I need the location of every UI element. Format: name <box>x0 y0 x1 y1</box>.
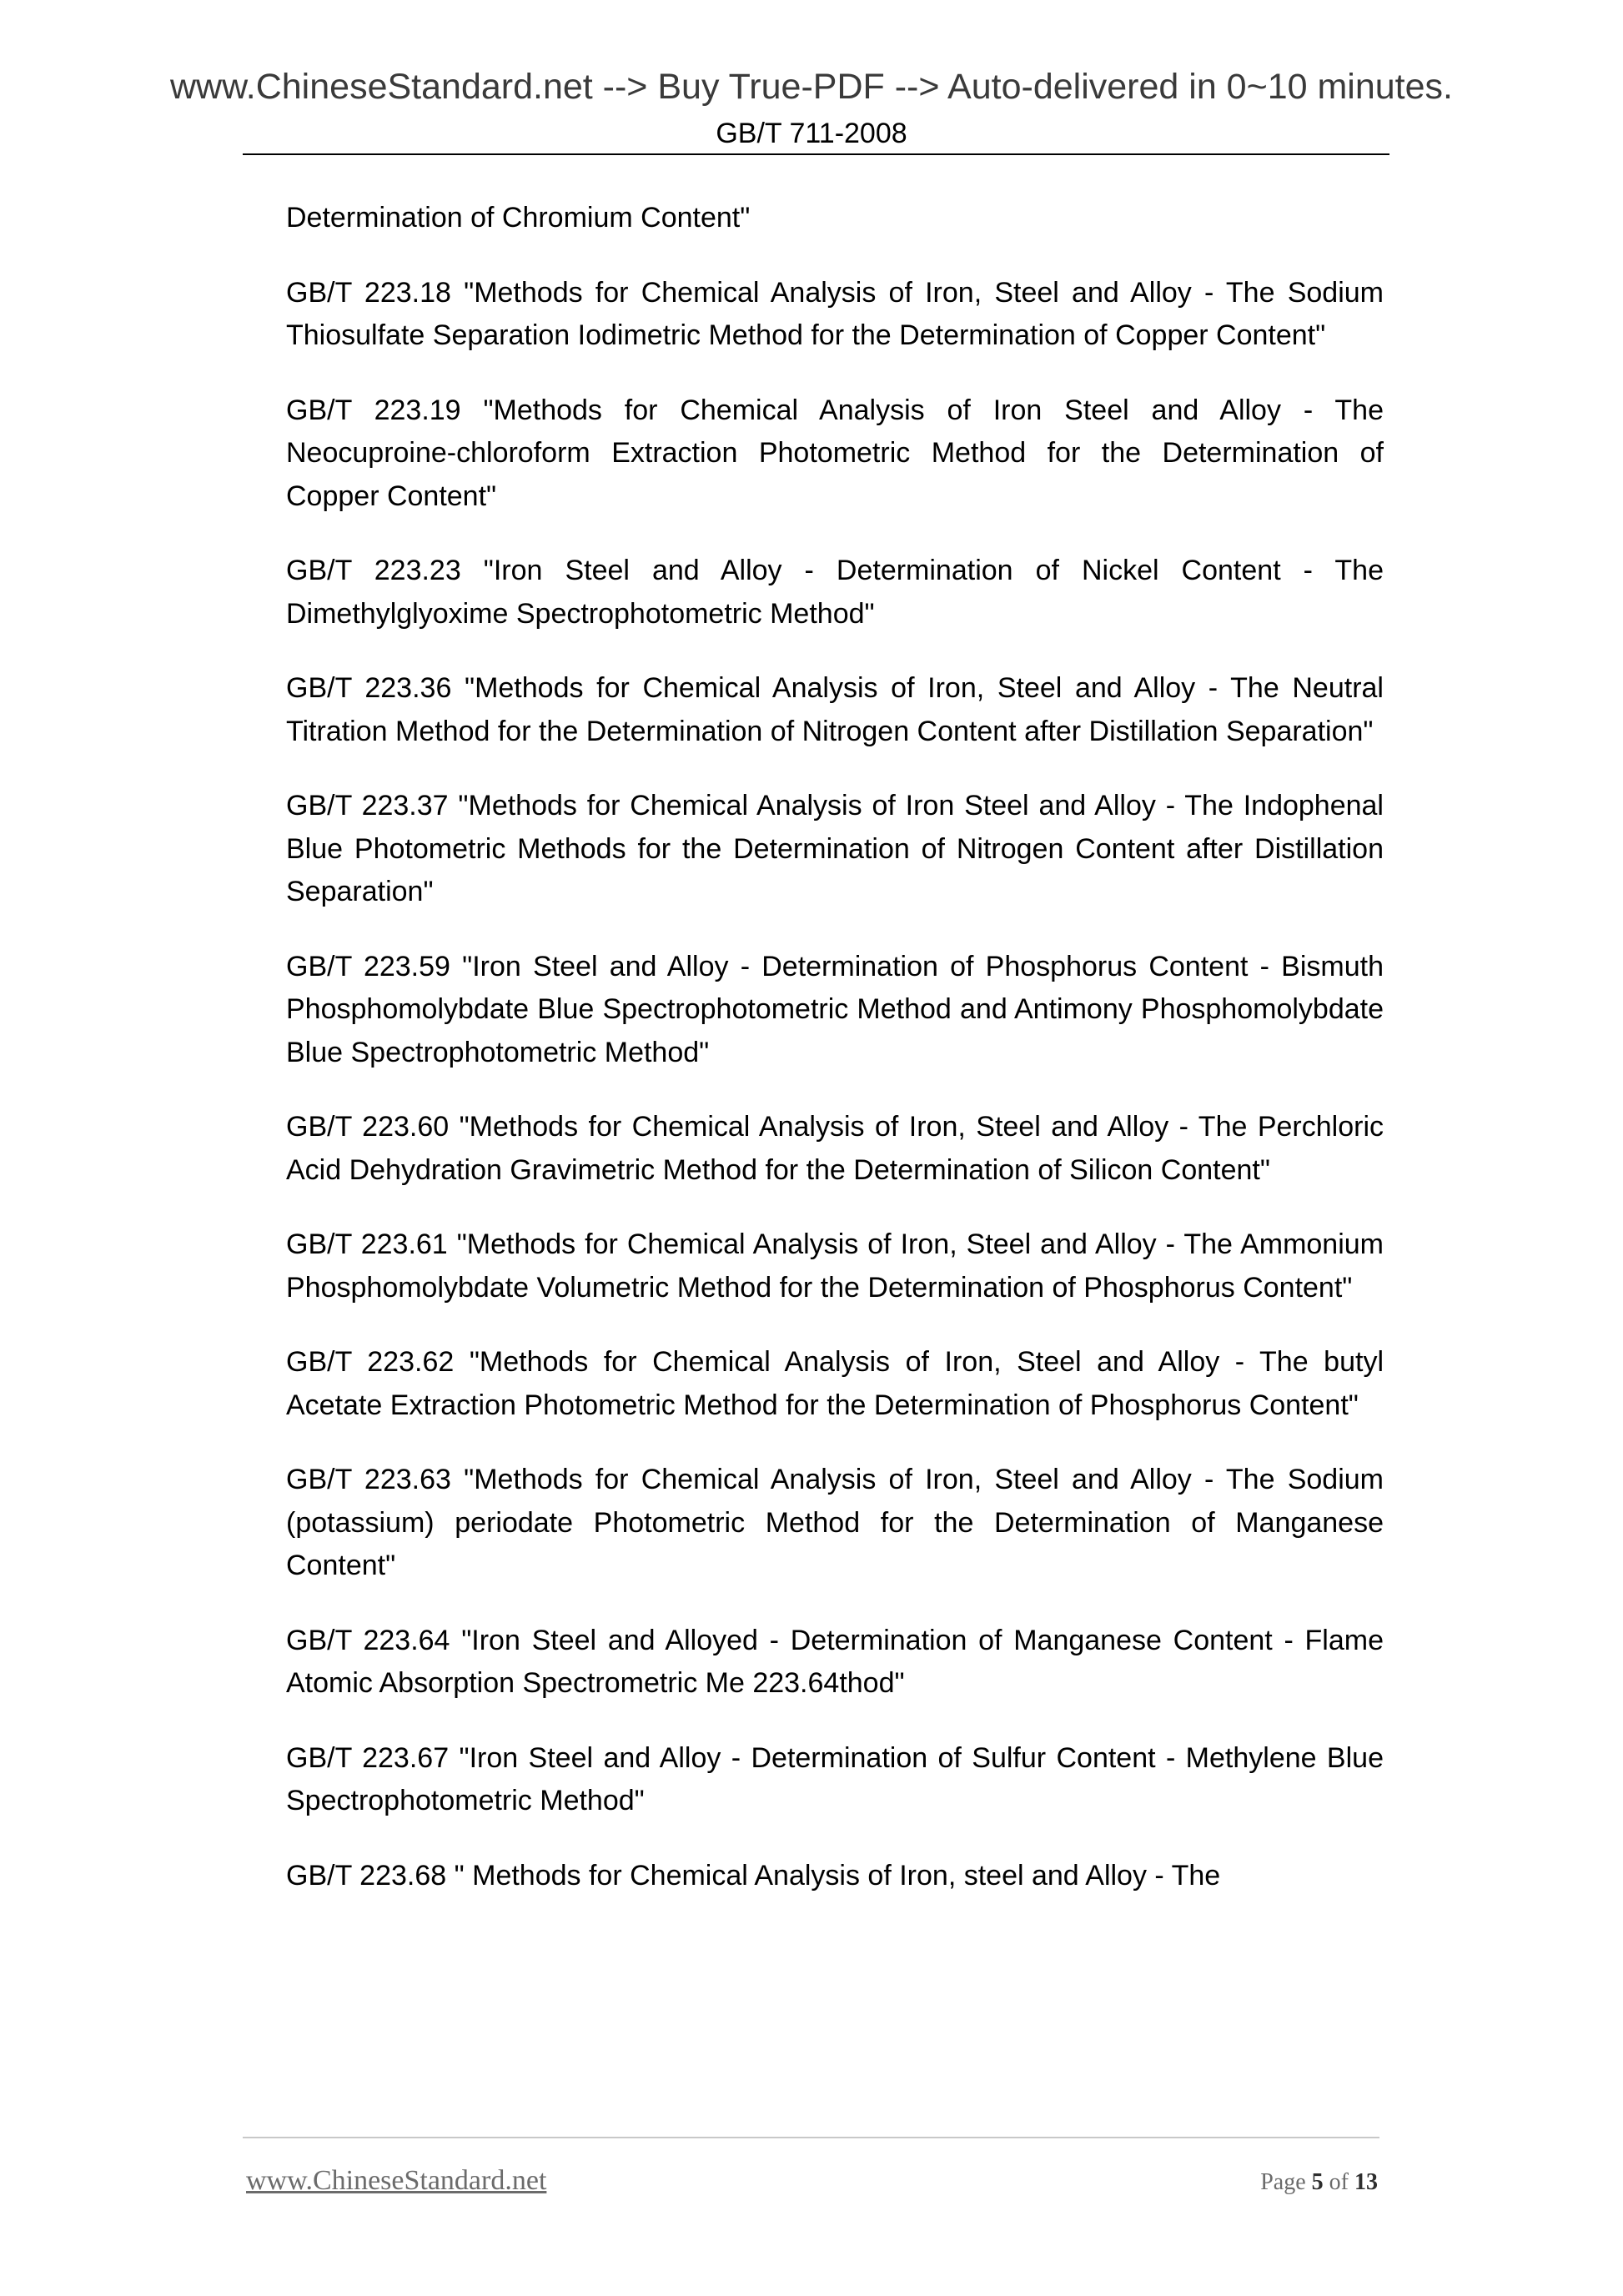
page-number: 5 <box>1311 2169 1324 2195</box>
reference-paragraph: GB/T 223.19 "Methods for Chemical Analysis of Iron Steel and Alloy - The Neocuproine-chloroform Extraction Photometric Method for the Determination of Copper Content" <box>286 394 1384 512</box>
page-indicator <box>1260 2166 1378 2199</box>
reference-paragraph: GB/T 223.37 "Methods for Chemical Analysis of Iron Steel and Alloy - The Indophenal Blue Photometric Methods for the Determination of Nitrogen Content after Distillation Separation" <box>286 790 1384 907</box>
reference-paragraph: Determination of Chromium Content" <box>286 202 751 234</box>
reference-paragraph: GB/T 223.62 "Methods for Chemical Analysis of Iron, Steel and Alloy - The butyl Acetate Extraction Photometric Method for the Determination of Phosphorus Content" <box>286 1346 1384 1421</box>
reference-paragraph: GB/T 223.67 "Iron Steel and Alloy - Determination of Sulfur Content - Methylene Blue Spectrophotometric Method" <box>286 1741 1384 1816</box>
download-banner: www.ChineseStandard.net --> Buy True-PDF --> Auto-delivered in 0~10 minutes. <box>169 67 1453 107</box>
header-divider <box>243 153 1389 155</box>
page-label: Page <box>1260 2169 1306 2195</box>
reference-paragraph: GB/T 223.36 "Methods for Chemical Analysis of Iron, Steel and Alloy - The Neutral Titration Method for the Determination of Nitrogen Content after Distillation Separation" <box>286 672 1384 747</box>
page-body <box>286 197 1384 1929</box>
reference-paragraph: GB/T 223.68 " Methods for Chemical Analysis of Iron, steel and Alloy - The <box>286 1859 1221 1892</box>
reference-paragraph: GB/T 223.64 "Iron Steel and Alloyed - Determination of Manganese Content - Flame Atomic Absorption Spectrometric Me 223.64thod" <box>286 1624 1384 1699</box>
footer-website-link[interactable]: www.ChineseStandard.net <box>246 2165 547 2196</box>
reference-paragraph: GB/T 223.60 "Methods for Chemical Analysis of Iron, Steel and Alloy - The Perchloric Acid Dehydration Gravimetric Method for the Determination of Silicon Content" <box>286 1111 1384 1186</box>
reference-paragraph: GB/T 223.23 "Iron Steel and Alloy - Determination of Nickel Content - The Dimethylglyoxime Spectrophotometric Method" <box>286 555 1384 630</box>
footer-divider <box>243 2137 1379 2138</box>
page-of-label: of <box>1329 2169 1349 2195</box>
reference-paragraph: GB/T 223.63 "Methods for Chemical Analysis of Iron, Steel and Alloy - The Sodium (potassium) periodate Photometric Method for the Determination of Manganese Content" <box>286 1464 1384 1581</box>
reference-paragraph: GB/T 223.18 "Methods for Chemical Analysis of Iron, Steel and Alloy - The Sodium Thiosulfate Separation Iodimetric Method for the Determination of Copper Content" <box>286 276 1384 351</box>
reference-paragraph: GB/T 223.59 "Iron Steel and Alloy - Determination of Phosphorus Content - Bismuth Phosphomolybdate Blue Spectrophotometric Method and Antimony Phosphomolybdate Blue Spectrophotometric Method" <box>286 950 1384 1068</box>
page-total: 13 <box>1354 2169 1378 2195</box>
reference-paragraph: GB/T 223.61 "Methods for Chemical Analysis of Iron, Steel and Alloy - The Ammonium Phosphomolybdate Volumetric Method for the Determination of Phosphorus Content" <box>286 1228 1384 1304</box>
running-header-standard-code: GB/T 711-2008 <box>716 118 907 149</box>
